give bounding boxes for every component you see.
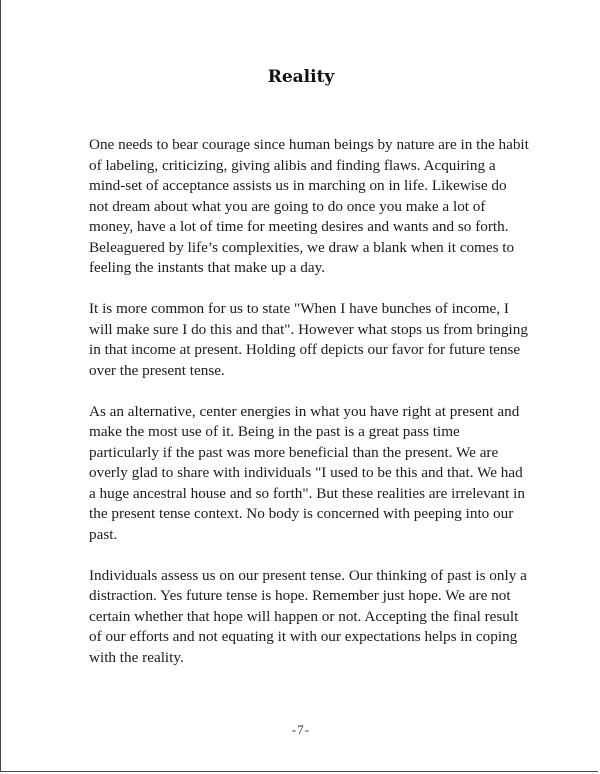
page-title: Reality: [267, 67, 335, 87]
body-text: [89, 135, 529, 689]
page-number: -7-: [291, 722, 311, 737]
paragraph-1: One needs to bear courage since human beings by nature are in the habit of labeling, criticizing, giving alibis and finding flaws. Acquiring a mind-set of acceptance assists us in marching on in life. Likewise do not dream about what you are going to do once you make a lot of money, have a lot of time for meeting desires and wants and so forth. Beleaguered by life’s complexities, we draw a blank when it comes to feeling the instants that make up a day.: [89, 136, 529, 276]
paragraph-3: As an alternative, center energies in what you have right at present and make the most use of it. Being in the past is a great pass time particularly if the past was more beneficial than the present. We are overly glad to share with individuals "I used to be this and that. We had a huge ancestral house and so forth". But these realities are irrelevant in the present tense context. No body is concerned with peeping into our past.: [89, 402, 525, 543]
paragraph-4: Individuals assess us on our present tense. Our thinking of past is only a distraction. Yes future tense is hope. Remember just hope. We are not certain whether that hope will happen or not. Accepting the final result of our efforts and not equating it with our expectations helps in coping with the reality.: [89, 566, 527, 666]
paragraph-2: It is more common for us to state "When I have bunches of income, I will make sure I do this and that". However what stops us from bringing in that income at present. Holding off depicts our favor for future tense over the present tense.: [89, 300, 528, 379]
